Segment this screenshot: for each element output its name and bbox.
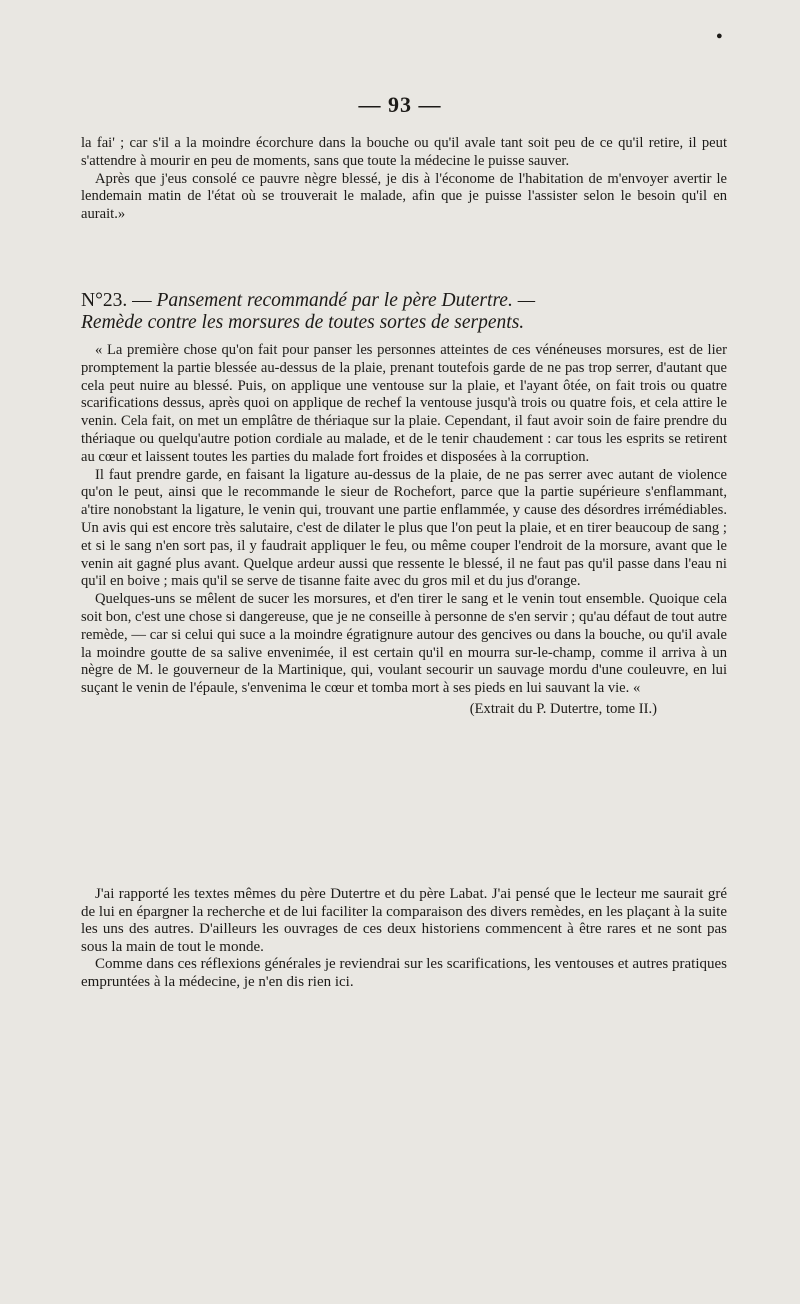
citation: (Extrait du P. Dutertre, tome II.) [469, 700, 657, 717]
closing-text [81, 886, 727, 992]
paragraph: « La première chose qu'on fait pour panser les personnes atteintes de ces vénéneuses morsures, est de lier promptement la partie blessée au-dessus de la plaie, prenant toutefois garde de ne pas trop serrer, d'autant que cela peut nuire au blessé. Puis, on applique une ventouse sur la plaie, et l'ayant ôtée, on fait trois ou quatre scarifications dessus, après quoi on applique de rechef la ventouse jusqu'à trois ou quatre fois, et cela attire le venin. Cela fait, on met un emplâtre de thériaque sur la plaie. Cependant, il faut avoir soin de faire prendre du thériaque ou quelqu'autre potion cordiale au malade, et de le tenir chaudement : car tous les esprits se retirent au cœur et laissent toutes les parties du malade fort froides et disposées à la corruption. [81, 342, 727, 465]
paragraph: Comme dans ces réflexions générales je reviendrai sur les scarifications, les ventouses et autres pratiques empruntées à la médecine, je n'en dis rien ici. [81, 956, 727, 990]
page-number: — 93 — [358, 92, 442, 117]
intro-text [81, 135, 727, 224]
quoted-passage [81, 342, 727, 719]
paragraph: J'ai rapporté les textes mêmes du père Dutertre et du père Labat. J'ai pensé que le lecteur me saurait gré de lui en épargner la recherche et de lui faciliter la comparaison des divers remèdes, en les plaçant à la suite les uns des autres. D'ailleurs les ouvrages de ces deux historiens commencent à être rares et ne sont pas sous la main de tout le monde. [81, 886, 727, 955]
paragraph: Il faut prendre garde, en faisant la ligature au-dessus de la plaie, de ne pas serrer avec autant de violence qu'on le peut, ainsi que le recommande le sieur de Rochefort, parce que la partie supérieure s'enflammant, a'tire nonobstant la ligature, le venin qui, trouvant une partie enflammée, y cause des désordres irrémédiables. Un avis qui est encore très salutaire, c'est de dilater le plus que l'on peut la plaie, et en tirer beaucoup de sang ; et si le sang n'en sort pas, il y faudrait appliquer le feu, ou même couper l'endroit de la morsure, avant que le venin ait gagné plus avant. Quelque ardeur aussi que ressente le blessé, il ne faut pas qu'il passe dans l'eau ni qu'il en boive ; mais qu'il se serve de tisanne faite avec du gros mil et du jus d'orange. [81, 466, 727, 590]
paragraph: Après que j'eus consolé ce pauvre nègre blessé, je dis à l'économe de l'habitation de m'envoyer avertir le lendemain matin de l'état où se trouverait le malade, afin que je puisse l'assister selon le besoin qu'il en aurait.» [81, 170, 727, 223]
section-number: N°23. — [81, 290, 152, 311]
section-title-line1: Pansement recommandé par le père Dutertre. — [156, 290, 536, 311]
paragraph: la fai' ; car s'il a la moindre écorchure dans la bouche ou qu'il avale tant soit peu de ce qu'il retire, il peut s'attendre à mourir en peu de moments, sans que toute la médecine le puisse sauver. [81, 135, 727, 169]
section-heading [81, 290, 727, 334]
section-title-line2: Remède contre les morsures de toutes sortes de serpents. [81, 312, 525, 333]
paragraph: Quelques-uns se mêlent de sucer les morsures, et d'en tirer le sang et le venin tout ensemble. Quoique cela soit bon, c'est une chose si dangereuse, que je ne conseille à personne de s'en servir ; qu'au défaut de tout autre remède, — car si celui qui suce a la moindre égratignure autour des gencives ou dans la bouche, ou qu'il avale la moindre goutte de sa salive envenimée, il est certain qu'il en mourra sur-le-champ, comme il arriva à un nègre de M. le gouverneur de la Martinique, qui, voulant secourir un sauvage mordu d'une couleuvre, en lui suçant le venin de l'épaule, s'envenima le cœur et tomba mort à ses pieds en lui sauvant la vie. « [81, 591, 727, 697]
ink-mark: ● [716, 30, 723, 42]
